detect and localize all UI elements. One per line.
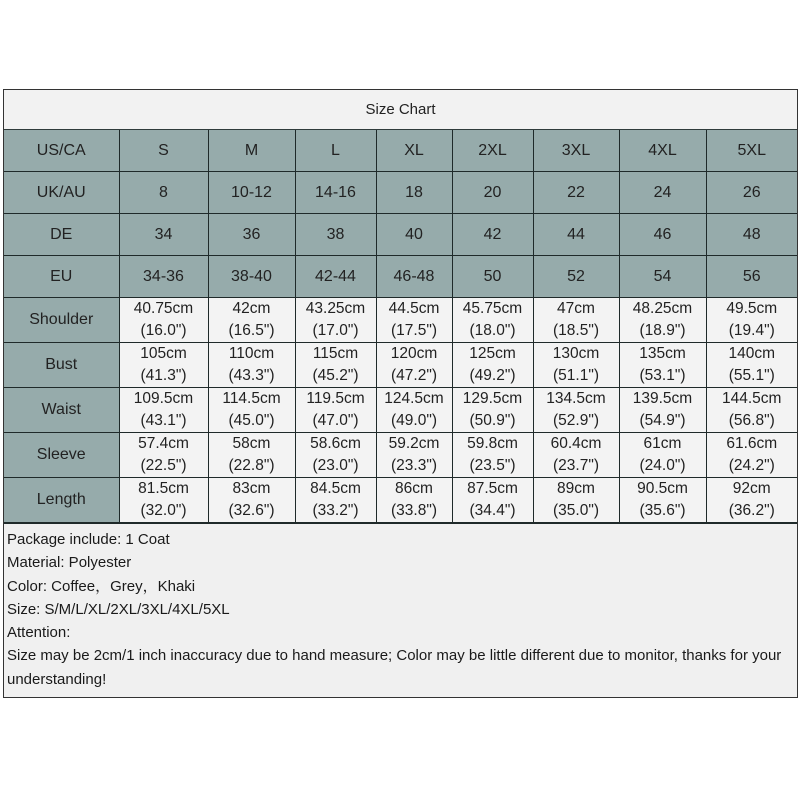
size-cell: 22 [533, 172, 619, 214]
inch-value: (18.0") [469, 322, 516, 339]
measurement-cell [533, 388, 619, 433]
measurement-cell [706, 298, 797, 343]
inch-value: (34.4") [469, 502, 516, 519]
inch-value: (23.3") [391, 457, 437, 474]
inch-value: (35.0") [553, 502, 599, 519]
chart-title: Size Chart [4, 90, 797, 130]
inch-value: (32.6") [228, 502, 275, 519]
cm-value: 134.5cm [546, 390, 606, 407]
attention-label: Attention: [7, 624, 71, 642]
inch-value: (51.1") [553, 367, 599, 384]
size-cell: XL [376, 130, 452, 172]
measurement-cell [208, 343, 295, 388]
cm-value: 130cm [552, 345, 600, 362]
inch-value: (50.9") [469, 412, 516, 429]
measurement-cell [208, 298, 295, 343]
measurement-row-sleeve [4, 433, 797, 478]
measurement-cell [706, 433, 797, 478]
size-info: Size: S/M/L/XL/2XL/3XL/4XL/5XL [7, 600, 230, 618]
measurement-cell [295, 343, 376, 388]
inch-value: (16.5") [228, 322, 275, 339]
inch-value: (23.7") [553, 457, 599, 474]
measurement-row-bust [4, 343, 797, 388]
cm-value: 57.4cm [138, 435, 189, 452]
cm-value: 89cm [557, 480, 595, 497]
inch-value: (35.6") [639, 502, 686, 519]
cm-value: 84.5cm [310, 480, 361, 497]
row-header: Waist [4, 388, 119, 433]
measurement-row-length [4, 478, 797, 523]
inch-value: (54.9") [639, 412, 686, 429]
measurement-cell [376, 298, 452, 343]
measurement-row-waist [4, 388, 797, 433]
cm-value: 86cm [395, 480, 433, 497]
size-table [4, 130, 797, 523]
cm-value: 105cm [140, 345, 187, 362]
measurement-cell [533, 478, 619, 523]
cm-value: 44.5cm [388, 300, 440, 317]
size-cell: 54 [619, 256, 706, 298]
size-cell: 40 [376, 214, 452, 256]
cm-value: 140cm [728, 345, 776, 362]
inch-value: (18.9") [639, 322, 686, 339]
cm-value: 110cm [228, 345, 275, 362]
attention-text: Size may be 2cm/1 inch inaccuracy due to hand measure; Color may be little different due to monitor, thanks for your understanding! [7, 647, 782, 688]
inch-value: (22.5") [140, 457, 187, 474]
size-cell: M [208, 130, 295, 172]
cm-value: 59.8cm [467, 435, 518, 452]
inch-value: (49.2") [469, 367, 516, 384]
measurement-cell [533, 343, 619, 388]
measurement-cell [533, 298, 619, 343]
cm-value: 129.5cm [462, 390, 523, 407]
size-cell: 34-36 [119, 256, 208, 298]
inch-value: (41.3") [140, 367, 187, 384]
size-cell: 56 [706, 256, 797, 298]
inch-value: (36.2") [728, 502, 775, 519]
inch-value: (23.5") [469, 457, 516, 474]
inch-value: (17.0") [312, 322, 359, 339]
measurement-cell [119, 298, 208, 343]
inch-value: (23.0") [312, 457, 359, 474]
measurement-cell [208, 433, 295, 478]
measurement-cell [619, 343, 706, 388]
inch-value: (17.5") [391, 322, 437, 339]
measurement-cell [119, 388, 208, 433]
row-header: Sleeve [4, 433, 119, 478]
measurement-cell [619, 478, 706, 523]
cm-value: 48.25cm [632, 300, 693, 317]
row-header: DE [4, 214, 119, 256]
size-cell: 36 [208, 214, 295, 256]
measurement-cell [533, 433, 619, 478]
row-header: Length [4, 478, 119, 523]
measurement-cell [706, 343, 797, 388]
row-header: Shoulder [4, 298, 119, 343]
size-cell: L [295, 130, 376, 172]
size-cell: 34 [119, 214, 208, 256]
measurement-cell [376, 478, 452, 523]
cm-value: 61.6cm [726, 435, 778, 452]
measurement-cell [452, 298, 533, 343]
size-cell: 3XL [533, 130, 619, 172]
size-cell: 10-12 [208, 172, 295, 214]
cm-value: 120cm [390, 345, 438, 362]
measurement-cell [619, 388, 706, 433]
size-cell: 38 [295, 214, 376, 256]
cm-value: 139.5cm [632, 390, 693, 407]
measurement-cell [376, 433, 452, 478]
measurement-cell [295, 298, 376, 343]
measurement-cell [119, 343, 208, 388]
size-cell: 48 [706, 214, 797, 256]
measurement-cell [376, 388, 452, 433]
inch-value: (45.2") [312, 367, 359, 384]
size-cell: 14-16 [295, 172, 376, 214]
row-header: Bust [4, 343, 119, 388]
inch-value: (49.0") [391, 412, 437, 429]
measurement-cell [452, 388, 533, 433]
measurement-cell [119, 478, 208, 523]
cm-value: 58cm [232, 435, 271, 452]
measurement-cell [619, 433, 706, 478]
cm-value: 60.4cm [550, 435, 602, 452]
size-row-eu [4, 256, 797, 298]
inch-value: (55.1") [728, 367, 775, 384]
inch-value: (43.3") [228, 367, 275, 384]
cm-value: 87.5cm [467, 480, 518, 497]
inch-value: (24.2") [728, 457, 775, 474]
inch-value: (33.2") [312, 502, 359, 519]
size-cell: 5XL [706, 130, 797, 172]
size-cell: 52 [533, 256, 619, 298]
measurement-cell [119, 433, 208, 478]
size-cell: 50 [452, 256, 533, 298]
size-chart [3, 89, 798, 698]
size-cell: 46 [619, 214, 706, 256]
size-cell: 44 [533, 214, 619, 256]
size-cell: 38-40 [208, 256, 295, 298]
cm-value: 90.5cm [637, 480, 688, 497]
cm-value: 43.25cm [305, 300, 366, 317]
inch-value: (19.4") [728, 322, 775, 339]
inch-value: (32.0") [140, 502, 187, 519]
cm-value: 125cm [469, 345, 516, 362]
inch-value: (22.8") [228, 457, 275, 474]
measurement-cell [295, 388, 376, 433]
material-info: Material: Polyester [7, 554, 132, 572]
inch-value: (45.0") [228, 412, 275, 429]
cm-value: 42cm [232, 300, 271, 317]
color-info: Color: Coffee，Grey，Khaki [7, 577, 196, 595]
size-row-de [4, 214, 797, 256]
cm-value: 144.5cm [722, 390, 782, 407]
row-header: US/CA [4, 130, 119, 172]
measurement-cell [208, 478, 295, 523]
size-row-uk-au [4, 172, 797, 214]
cm-value: 119.5cm [306, 390, 365, 407]
inch-value: (33.8") [391, 502, 437, 519]
inch-value: (56.8") [728, 412, 775, 429]
inch-value: (18.5") [553, 322, 599, 339]
size-cell: 46-48 [376, 256, 452, 298]
cm-value: 40.75cm [133, 300, 194, 317]
measurement-row-shoulder [4, 298, 797, 343]
inch-value: (47.0") [312, 412, 359, 429]
size-row-us-ca [4, 130, 797, 172]
size-cell: 42 [452, 214, 533, 256]
cm-value: 114.5cm [222, 390, 281, 407]
measurement-cell [452, 433, 533, 478]
size-cell: 4XL [619, 130, 706, 172]
inch-value: (43.1") [140, 412, 187, 429]
cm-value: 59.2cm [388, 435, 440, 452]
measurement-cell [295, 478, 376, 523]
measurement-cell [706, 388, 797, 433]
inch-value: (47.2") [391, 367, 437, 384]
measurement-cell [452, 343, 533, 388]
size-cell: 8 [119, 172, 208, 214]
cm-value: 45.75cm [462, 300, 523, 317]
cm-value: 47cm [557, 300, 595, 317]
size-cell: 42-44 [295, 256, 376, 298]
inch-value: (53.1") [639, 367, 686, 384]
cm-value: 135cm [639, 345, 686, 362]
inch-value: (24.0") [639, 457, 686, 474]
size-cell: 26 [706, 172, 797, 214]
row-header: UK/AU [4, 172, 119, 214]
row-header: EU [4, 256, 119, 298]
cm-value: 124.5cm [384, 390, 444, 407]
cm-value: 109.5cm [133, 390, 194, 407]
size-cell: 2XL [452, 130, 533, 172]
measurement-cell [706, 478, 797, 523]
cm-value: 58.6cm [310, 435, 361, 452]
size-cell: 24 [619, 172, 706, 214]
product-notes [4, 523, 797, 697]
inch-value: (52.9") [553, 412, 599, 429]
cm-value: 81.5cm [138, 480, 189, 497]
inch-value: (16.0") [140, 322, 187, 339]
measurement-cell [619, 298, 706, 343]
size-cell: 18 [376, 172, 452, 214]
cm-value: 115cm [312, 345, 359, 362]
measurement-cell [208, 388, 295, 433]
size-cell: 20 [452, 172, 533, 214]
cm-value: 49.5cm [726, 300, 778, 317]
size-cell: S [119, 130, 208, 172]
measurement-cell [295, 433, 376, 478]
measurement-cell [376, 343, 452, 388]
cm-value: 61cm [643, 435, 682, 452]
cm-value: 83cm [232, 480, 271, 497]
cm-value: 92cm [732, 480, 771, 497]
package-info: Package include: 1 Coat [7, 531, 170, 548]
measurement-cell [452, 478, 533, 523]
